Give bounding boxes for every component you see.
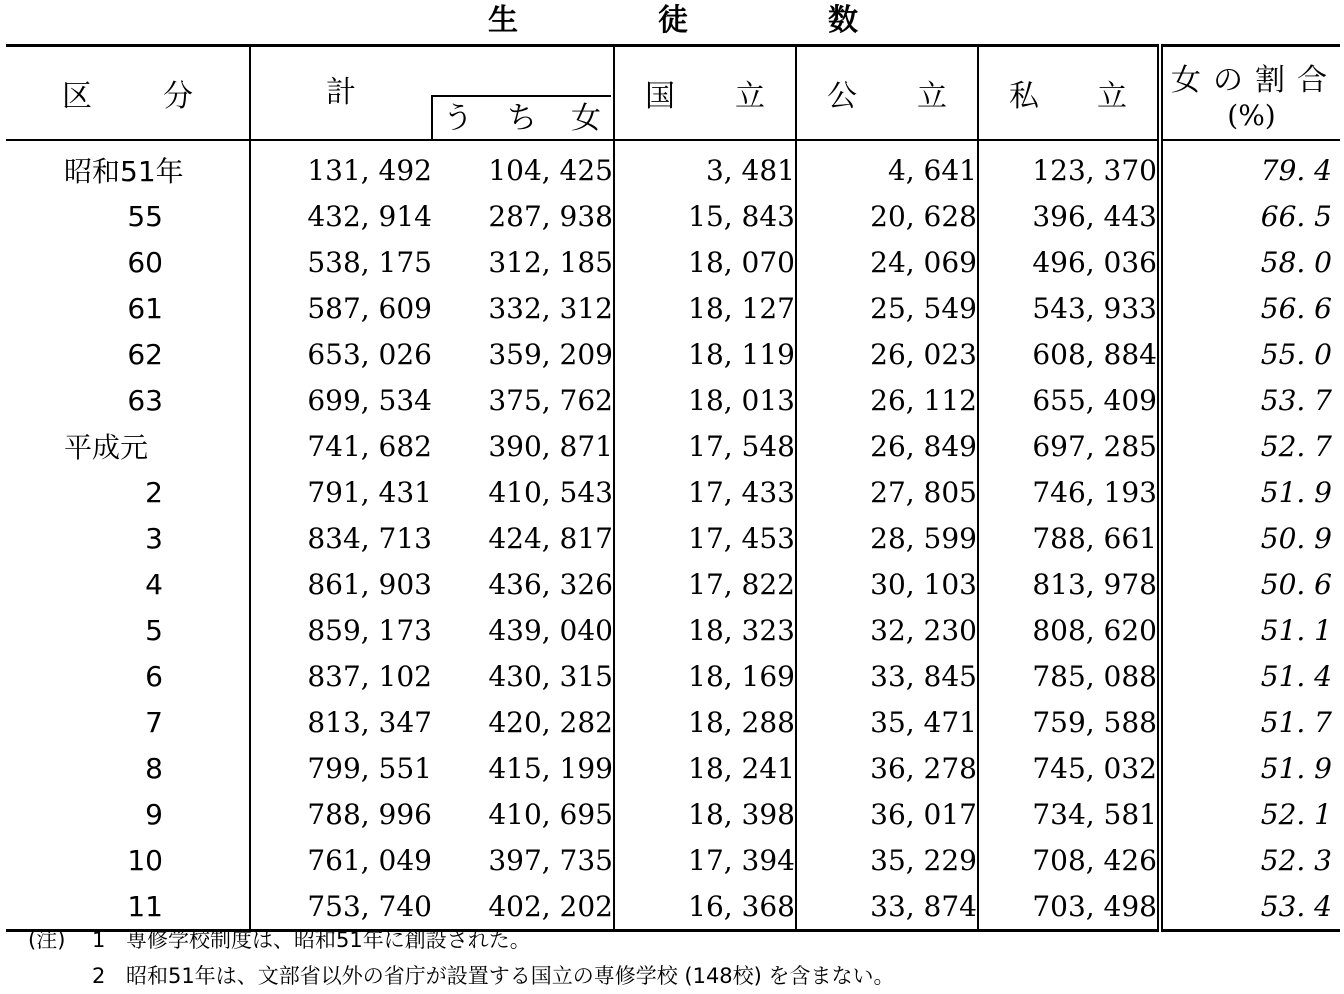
public-cell: 25, 549 bbox=[796, 285, 978, 331]
ratio-cell: 51. 1 bbox=[1260, 613, 1332, 647]
female-cell: 287, 938 bbox=[432, 193, 614, 239]
private-cell: 123, 370 bbox=[978, 140, 1160, 193]
ratio-cell: 52. 3 bbox=[1260, 843, 1332, 877]
total-cell: 813, 347 bbox=[307, 705, 432, 739]
female-cell: 430, 315 bbox=[432, 653, 614, 699]
row-label: 61 bbox=[6, 285, 250, 331]
national-cell: 16, 368 bbox=[614, 883, 796, 931]
ratio-cell: 56. 6 bbox=[1260, 291, 1332, 325]
private-cell: 813, 978 bbox=[978, 561, 1160, 607]
public-cell: 32, 230 bbox=[796, 607, 978, 653]
ratio-cell: 51. 9 bbox=[1260, 475, 1332, 509]
total-cell: 753, 740 bbox=[250, 883, 432, 931]
public-cell: 20, 628 bbox=[796, 193, 978, 239]
public-cell: 27, 805 bbox=[796, 469, 978, 515]
private-cell: 785, 088 bbox=[978, 653, 1160, 699]
row-label: 6 bbox=[6, 653, 250, 699]
header-ratio-label: 女の割合 bbox=[1171, 62, 1339, 98]
note-text: 専修学校制度は、昭和51年に創設された。 bbox=[126, 928, 531, 952]
row-label: 60 bbox=[6, 239, 250, 285]
table-row bbox=[6, 285, 1340, 331]
header-national: 国 立 bbox=[614, 46, 796, 141]
row-label: 9 bbox=[6, 791, 250, 837]
public-cell: 33, 874 bbox=[796, 883, 978, 931]
ratio-cell: 50. 9 bbox=[1260, 521, 1332, 555]
public-cell: 35, 471 bbox=[796, 699, 978, 745]
national-cell: 18, 169 bbox=[614, 653, 796, 699]
national-cell: 15, 843 bbox=[614, 193, 796, 239]
row-label: 7 bbox=[6, 699, 250, 745]
national-cell: 17, 822 bbox=[614, 561, 796, 607]
total-cell: 799, 551 bbox=[307, 751, 432, 785]
header-total-label: 計 bbox=[326, 75, 356, 110]
table-row bbox=[6, 377, 1340, 423]
total-cell: 432, 914 bbox=[307, 199, 432, 233]
national-cell: 18, 119 bbox=[614, 331, 796, 377]
row-label: 平成元 bbox=[6, 423, 250, 469]
ratio-cell: 52. 1 bbox=[1260, 797, 1332, 831]
row-label: 昭和51年 bbox=[6, 140, 250, 193]
private-cell: 788, 661 bbox=[978, 515, 1160, 561]
national-cell: 18, 070 bbox=[614, 239, 796, 285]
total-cell: 861, 903 bbox=[307, 567, 432, 601]
public-cell: 30, 103 bbox=[796, 561, 978, 607]
table-row bbox=[6, 140, 1340, 193]
table-body bbox=[6, 140, 1340, 931]
national-cell: 17, 433 bbox=[614, 469, 796, 515]
row-label: 10 bbox=[6, 837, 250, 883]
national-cell: 18, 398 bbox=[614, 791, 796, 837]
private-cell: 746, 193 bbox=[978, 469, 1160, 515]
row-label: 11 bbox=[6, 883, 250, 931]
ratio-cell: 66. 5 bbox=[1260, 199, 1332, 233]
private-cell: 808, 620 bbox=[978, 607, 1160, 653]
note-item bbox=[28, 922, 895, 958]
row-label: 55 bbox=[6, 193, 250, 239]
total-cell: 834, 713 bbox=[307, 521, 432, 555]
total-cell: 587, 609 bbox=[307, 291, 432, 325]
private-cell: 396, 443 bbox=[978, 193, 1160, 239]
table-row bbox=[6, 239, 1340, 285]
note-item bbox=[28, 958, 895, 994]
female-cell: 424, 817 bbox=[432, 515, 614, 561]
female-cell: 359, 209 bbox=[432, 331, 614, 377]
table-row bbox=[6, 653, 1340, 699]
national-cell: 18, 323 bbox=[614, 607, 796, 653]
notes bbox=[28, 922, 895, 994]
ratio-cell: 58. 0 bbox=[1260, 245, 1332, 279]
public-cell: 36, 278 bbox=[796, 745, 978, 791]
ratio-cell: 53. 7 bbox=[1260, 383, 1332, 417]
private-cell: 759, 588 bbox=[978, 699, 1160, 745]
public-cell: 35, 229 bbox=[796, 837, 978, 883]
header-female: う ち 女 bbox=[431, 95, 611, 139]
national-cell: 17, 548 bbox=[614, 423, 796, 469]
table-row bbox=[6, 607, 1340, 653]
female-cell: 415, 199 bbox=[432, 745, 614, 791]
students-table bbox=[6, 44, 1340, 932]
title-char-2: 徒 bbox=[658, 3, 688, 38]
ratio-cell: 52. 7 bbox=[1260, 429, 1332, 463]
header-female-ratio bbox=[1160, 46, 1340, 141]
national-cell: 18, 013 bbox=[614, 377, 796, 423]
female-cell: 410, 543 bbox=[432, 469, 614, 515]
row-label: 8 bbox=[6, 745, 250, 791]
female-cell: 375, 762 bbox=[432, 377, 614, 423]
public-cell: 33, 845 bbox=[796, 653, 978, 699]
national-cell: 18, 288 bbox=[614, 699, 796, 745]
table-row bbox=[6, 745, 1340, 791]
total-cell: 791, 431 bbox=[307, 475, 432, 509]
table-row bbox=[6, 515, 1340, 561]
ratio-cell: 51. 7 bbox=[1260, 705, 1332, 739]
national-cell: 17, 453 bbox=[614, 515, 796, 561]
public-cell: 26, 112 bbox=[796, 377, 978, 423]
female-cell: 420, 282 bbox=[432, 699, 614, 745]
national-cell: 3, 481 bbox=[614, 140, 796, 193]
total-cell: 538, 175 bbox=[307, 245, 432, 279]
private-cell: 703, 498 bbox=[978, 883, 1160, 931]
private-cell: 543, 933 bbox=[978, 285, 1160, 331]
ratio-cell: 53. 4 bbox=[1160, 883, 1340, 931]
row-label: 2 bbox=[6, 469, 250, 515]
table-row bbox=[6, 561, 1340, 607]
private-cell: 697, 285 bbox=[978, 423, 1160, 469]
public-cell: 26, 849 bbox=[796, 423, 978, 469]
public-cell: 4, 641 bbox=[796, 140, 978, 193]
private-cell: 745, 032 bbox=[978, 745, 1160, 791]
row-label: 62 bbox=[6, 331, 250, 377]
title-char-3: 数 bbox=[828, 3, 858, 38]
ratio-cell: 55. 0 bbox=[1260, 337, 1332, 371]
private-cell: 708, 426 bbox=[978, 837, 1160, 883]
private-cell: 608, 884 bbox=[978, 331, 1160, 377]
header-total bbox=[250, 46, 614, 141]
table-row bbox=[6, 699, 1340, 745]
private-cell: 655, 409 bbox=[978, 377, 1160, 423]
total-cell: 859, 173 bbox=[307, 613, 432, 647]
female-cell: 397, 735 bbox=[432, 837, 614, 883]
female-cell: 439, 040 bbox=[432, 607, 614, 653]
table-row bbox=[6, 791, 1340, 837]
ratio-cell: 51. 4 bbox=[1260, 659, 1332, 693]
table-title bbox=[0, 2, 1344, 40]
public-cell: 36, 017 bbox=[796, 791, 978, 837]
note-number: 2 bbox=[92, 964, 106, 988]
private-cell: 496, 036 bbox=[978, 239, 1160, 285]
public-cell: 24, 069 bbox=[796, 239, 978, 285]
row-label: 3 bbox=[6, 515, 250, 561]
total-cell: 788, 996 bbox=[307, 797, 432, 831]
header-category: 区 分 bbox=[6, 46, 250, 141]
female-cell: 436, 326 bbox=[432, 561, 614, 607]
table-row bbox=[6, 423, 1340, 469]
female-cell: 410, 695 bbox=[432, 791, 614, 837]
ratio-cell: 79. 4 bbox=[1260, 153, 1332, 187]
header-private: 私 立 bbox=[978, 46, 1160, 141]
public-cell: 28, 599 bbox=[796, 515, 978, 561]
row-label: 4 bbox=[6, 561, 250, 607]
female-cell: 390, 871 bbox=[432, 423, 614, 469]
ratio-cell: 50. 6 bbox=[1260, 567, 1332, 601]
note-number: 1 bbox=[92, 928, 106, 952]
header-public: 公 立 bbox=[796, 46, 978, 141]
table-row bbox=[6, 331, 1340, 377]
national-cell: 18, 127 bbox=[614, 285, 796, 331]
total-cell: 761, 049 bbox=[307, 843, 432, 877]
total-cell: 699, 534 bbox=[307, 383, 432, 417]
header-ratio-unit: (%) bbox=[1227, 98, 1276, 132]
total-cell: 741, 682 bbox=[307, 429, 432, 463]
row-label: 5 bbox=[6, 607, 250, 653]
table-row bbox=[6, 837, 1340, 883]
total-cell: 131, 492 bbox=[307, 153, 432, 187]
national-cell: 17, 394 bbox=[614, 837, 796, 883]
title-char-1: 生 bbox=[488, 3, 518, 38]
total-cell: 653, 026 bbox=[307, 337, 432, 371]
table-row bbox=[6, 469, 1340, 515]
total-cell: 837, 102 bbox=[307, 659, 432, 693]
female-cell: 402, 202 bbox=[432, 883, 614, 931]
private-cell: 734, 581 bbox=[978, 791, 1160, 837]
national-cell: 18, 241 bbox=[614, 745, 796, 791]
note-text: 昭和51年は、文部省以外の省庁が設置する国立の専修学校 (148校) を含まない。 bbox=[126, 964, 895, 988]
ratio-cell: 51. 9 bbox=[1260, 751, 1332, 785]
female-cell: 104, 425 bbox=[432, 140, 614, 193]
table-row bbox=[6, 193, 1340, 239]
public-cell: 26, 023 bbox=[796, 331, 978, 377]
row-label: 63 bbox=[6, 377, 250, 423]
female-cell: 332, 312 bbox=[432, 285, 614, 331]
female-cell: 312, 185 bbox=[432, 239, 614, 285]
note-prefix: (注) bbox=[28, 928, 66, 952]
